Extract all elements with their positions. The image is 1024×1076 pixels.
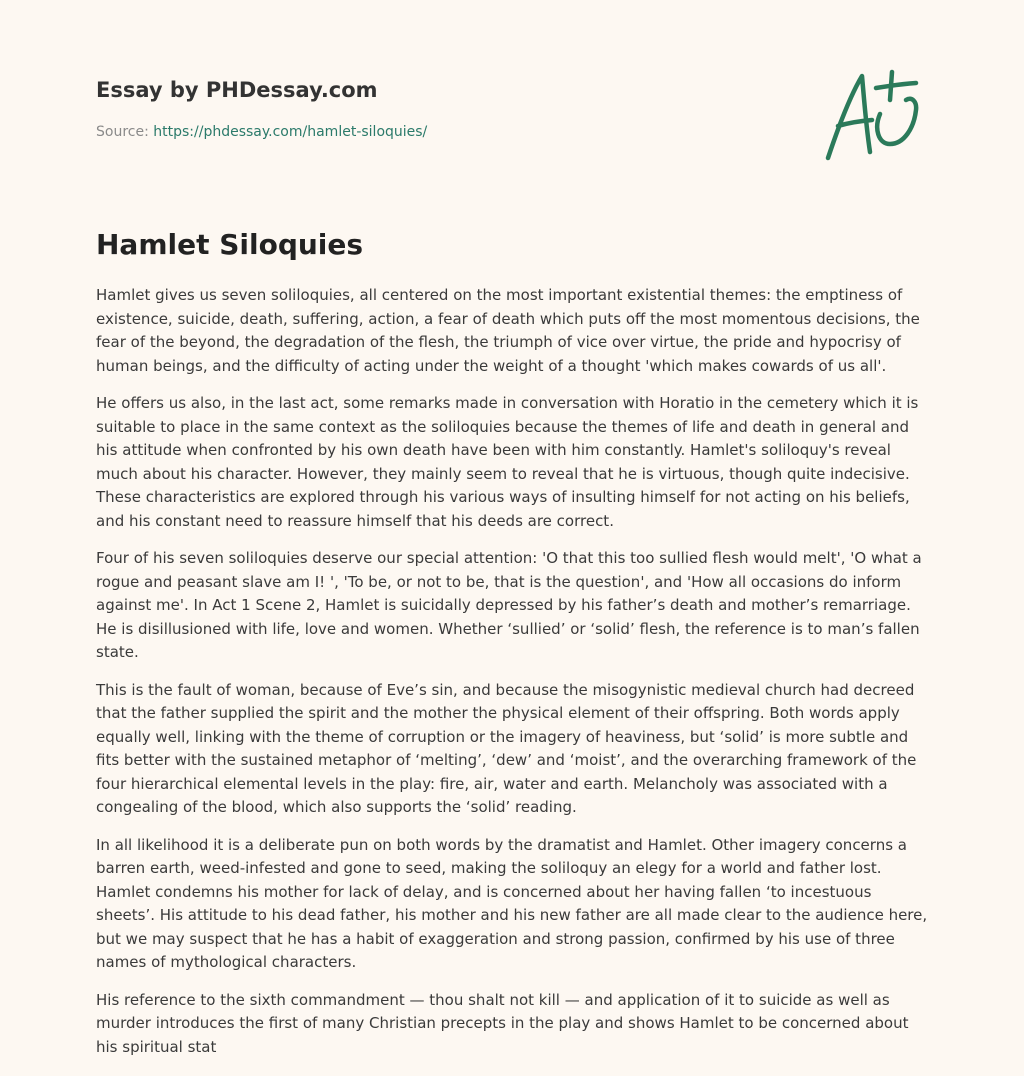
source-line [96, 122, 796, 142]
essay-body [96, 284, 932, 1073]
essay-title: Hamlet Siloquies [96, 228, 364, 261]
essay-paragraph: His reference to the sixth commandment — thou shalt not kill — and application of it to suicide as well as murder introduces the first of many Christian precepts in the play and shows Hamlet to be concerned about his spiritual stat [96, 990, 909, 1056]
essay-paragraph: Four of his seven soliloquies deserve our special attention: 'O that this too sullied flesh would melt', 'O what a rogue and peasant slave am I! ', 'To be, or not to be, that is the question', and 'How all occasions do inform against me'. In Act 1 Scene 2, Hamlet is suicidally depressed by his father’s death and mother’s remarriage. He is disillusioned with life, love and women. Whether ‘sullied’ or ‘solid’ flesh, the reference is to man’s fallen state. [96, 549, 922, 661]
source-link[interactable]: https://phdessay.com/hamlet-siloquies/ [153, 124, 428, 140]
essay-paragraph: In all likelihood it is a deliberate pun on both words by the dramatist and Hamlet. Other imagery concerns a barren earth, weed-infested and gone to seed, making the soliloquy an elegy for a world and father lost. Hamlet condemns his mother for lack of delay, and is concerned about her having fallen ‘to incestuous sheets’. His attitude to his dead father, his mother and his new father are all made clear to the audience here, but we may suspect that he has a habit of exaggeration and strong passion, confirmed by his use of three names of mythological characters. [96, 835, 928, 971]
page-header [96, 76, 796, 142]
site-title: Essay by PHDessay.com [96, 78, 378, 102]
a-plus-logo-icon [818, 66, 930, 166]
essay-paragraph: Hamlet gives us seven soliloquies, all centered on the most important existential themes: the emptiness of existence, suicide, death, suffering, action, a fear of death which puts off the most momentous decisions, the fear of the beyond, the degradation of the flesh, the triumph of vice over virtue, the pride and hypocrisy of human beings, and the difficulty of acting under the weight of a thought 'which makes cowards of us all'. [96, 286, 920, 375]
essay-paragraph: This is the fault of woman, because of Eve’s sin, and because the misogynistic medieval church had decreed that the father supplied the spirit and the mother the physical element of their offspring. Both words apply equally well, linking with the theme of corruption or the imagery of heaviness, but ‘solid’ is more subtle and fits better with the sustained metaphor of ‘melting’, ‘dew’ and ‘moist’, and the overarching framework of the four hierarchical elemental levels in the play: fire, air, water and earth. Melancholy was associated with a congealing of the blood, which also supports the ‘solid’ reading. [96, 680, 917, 816]
essay-paragraph: He offers us also, in the last act, some remarks made in conversation with Horatio in the cemetery which it is suitable to place in the same context as the soliloquies because the themes of life and death in general and his attitude when confronted by his own death have been with him constantly. Hamlet's soliloquy's reveal much about his character. However, they mainly seem to reveal that he is virtuous, though quite indecisive. These characteristics are explored through his various ways of insulting himself for not acting on his beliefs, and his constant need to reassure himself that his deeds are correct. [96, 394, 919, 530]
source-label: Source: [96, 124, 154, 140]
